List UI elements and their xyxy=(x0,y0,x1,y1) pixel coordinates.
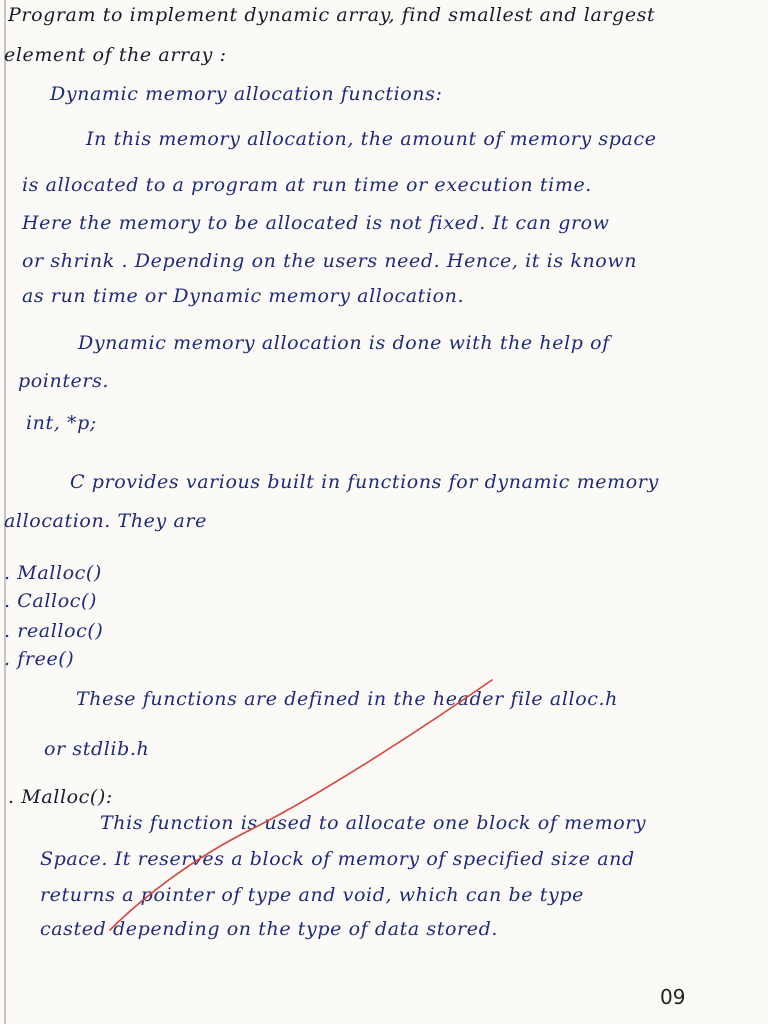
paragraph-line: This function is used to allocate one block of memory xyxy=(100,812,647,834)
list-item: . Calloc() xyxy=(4,590,98,612)
paragraph-line: as run time or Dynamic memory allocation. xyxy=(22,285,465,307)
paragraph-line: pointers. xyxy=(18,370,110,392)
paragraph-line: In this memory allocation, the amount of memory space xyxy=(86,128,657,150)
subsection-heading: . Malloc(): xyxy=(8,786,113,808)
paragraph-line: C provides various built in functions for dynamic memory xyxy=(70,471,659,493)
list-item: . realloc() xyxy=(4,620,104,642)
paragraph-line: These functions are defined in the header file alloc.h xyxy=(76,688,618,710)
paragraph-line: allocation. They are xyxy=(4,510,207,532)
code-line: int, *p; xyxy=(26,412,97,434)
paragraph-line: Here the memory to be allocated is not fixed. It can grow xyxy=(22,212,610,234)
paragraph-line: or shrink . Depending on the users need. Hence, it is known xyxy=(22,250,638,272)
paragraph-line: casted depending on the type of data stored. xyxy=(40,918,498,940)
page-number: 09 xyxy=(660,985,686,1009)
paragraph-line: Space. It reserves a block of memory of specified size and xyxy=(40,848,635,870)
title-line-2: element of the array : xyxy=(4,44,227,66)
section-heading: Dynamic memory allocation functions: xyxy=(50,83,443,105)
list-item: . Malloc() xyxy=(4,562,102,584)
title-line-1: Program to implement dynamic array, find smallest and largest xyxy=(8,4,656,26)
paragraph-line: returns a pointer of type and void, which can be type xyxy=(40,884,584,906)
paragraph-line: is allocated to a program at run time or execution time. xyxy=(22,174,592,196)
paragraph-line: or stdlib.h xyxy=(44,738,150,760)
list-item: . free() xyxy=(4,648,75,670)
paragraph-line: Dynamic memory allocation is done with the help of xyxy=(78,332,610,354)
